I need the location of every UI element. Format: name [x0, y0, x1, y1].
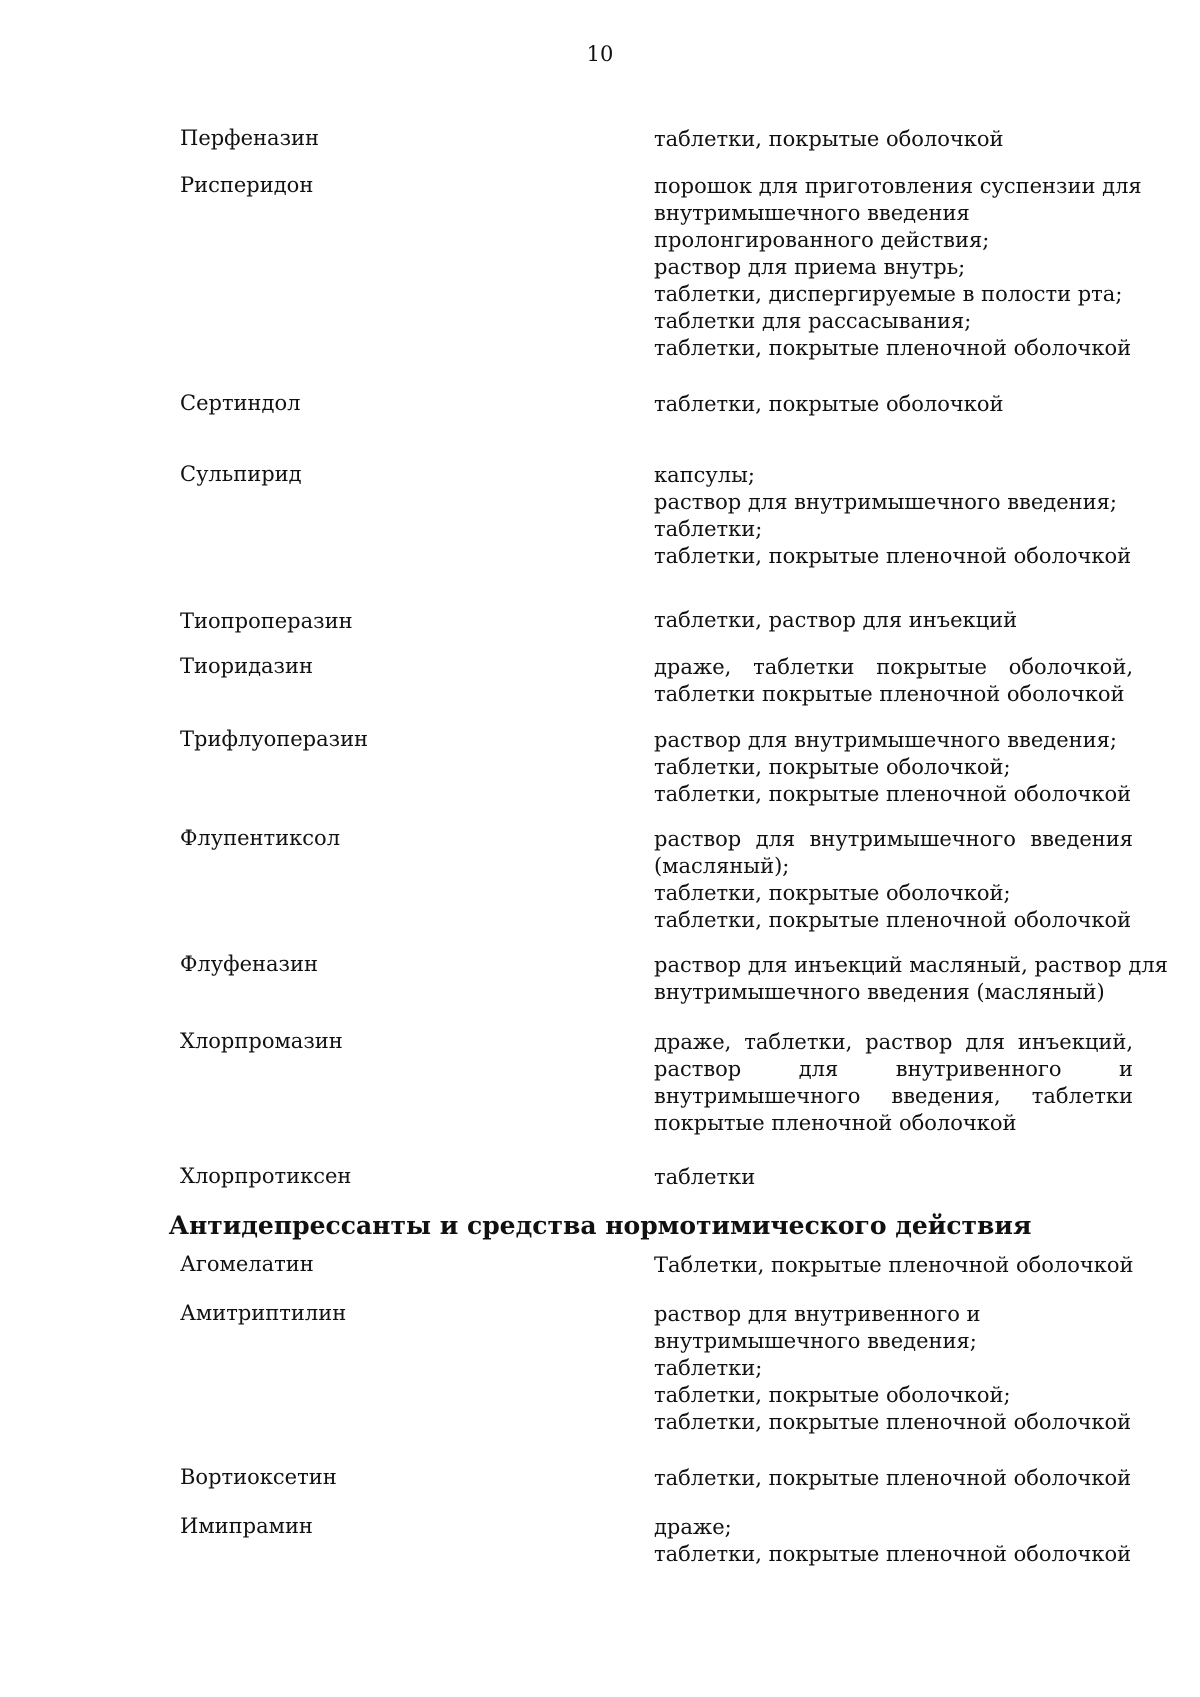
dosage-form-line: внутримышечного введения	[654, 201, 970, 225]
drug-name: Рисперидон	[180, 173, 314, 197]
drug-name: Трифлуоперазин	[180, 727, 369, 751]
dosage-form-line: покрытые пленочной оболочкой	[654, 1111, 1017, 1135]
dosage-forms	[654, 173, 1142, 362]
dosage-form-line: раствор для внутримышечного введения;	[654, 490, 1117, 514]
dosage-forms	[654, 1029, 1133, 1137]
dosage-form-line: таблетки;	[654, 1356, 763, 1380]
drug-name: Сульпирид	[180, 462, 302, 486]
page-number: 10	[586, 42, 614, 66]
dosage-forms	[654, 727, 1133, 808]
dosage-form-line: таблетки покрытые пленочной оболочкой	[654, 682, 1125, 706]
drug-name: Флупентиксол	[180, 826, 341, 850]
dosage-forms	[654, 1465, 1133, 1492]
drug-name: Тиоридазин	[180, 654, 313, 678]
section-heading: Антидепрессанты и средства нормотимического действия	[168, 1211, 1032, 1240]
dosage-forms	[654, 126, 1133, 153]
dosage-form-line: драже, таблетки покрытые оболочкой,	[654, 655, 1133, 679]
dosage-forms	[654, 654, 1133, 708]
dosage-form-line: внутримышечного введения, таблетки	[654, 1084, 1133, 1108]
dosage-form-line: раствор для внутримышечного введения;	[654, 728, 1117, 752]
dosage-form-line: таблетки, покрытые пленочной оболочкой	[654, 336, 1132, 360]
dosage-forms	[654, 826, 1133, 934]
dosage-form-line: таблетки, диспергируемые в полости рта;	[654, 282, 1123, 306]
drug-name: Амитриптилин	[180, 1301, 347, 1325]
dosage-form-line: таблетки, покрытые оболочкой	[654, 127, 1004, 151]
dosage-forms	[654, 462, 1133, 570]
dosage-form-line: драже, таблетки, раствор для инъекций,	[654, 1030, 1133, 1054]
dosage-form-line: таблетки, покрытые пленочной оболочкой	[654, 782, 1132, 806]
dosage-form-line: раствор для внутривенного и	[654, 1302, 981, 1326]
dosage-form-line: таблетки, покрытые оболочкой	[654, 392, 1004, 416]
drug-name: Тиопроперазин	[180, 609, 353, 633]
dosage-form-line: внутримышечного введения;	[654, 1329, 977, 1353]
dosage-form-line: капсулы;	[654, 463, 755, 487]
dosage-forms	[654, 1514, 1133, 1568]
dosage-form-line: внутримышечного введения (масляный)	[654, 980, 1105, 1004]
dosage-form-line: раствор для внутримышечного введения	[654, 827, 1133, 851]
dosage-form-line: Таблетки, покрытые пленочной оболочкой	[654, 1253, 1134, 1277]
dosage-form-line: таблетки, покрытые пленочной оболочкой	[654, 908, 1132, 932]
dosage-form-line: таблетки, покрытые пленочной оболочкой	[654, 544, 1132, 568]
dosage-form-line: таблетки	[654, 1165, 756, 1189]
dosage-form-line: раствор для приема внутрь;	[654, 255, 966, 279]
dosage-form-line: порошок для приготовления суспензии для	[654, 174, 1142, 198]
dosage-form-line: таблетки, покрытые оболочкой;	[654, 881, 1011, 905]
drug-name: Хлорпротиксен	[180, 1164, 352, 1188]
dosage-form-line: таблетки, покрытые пленочной оболочкой	[654, 1542, 1132, 1566]
dosage-form-line: драже;	[654, 1515, 732, 1539]
dosage-form-line: таблетки для рассасывания;	[654, 309, 972, 333]
dosage-form-line: раствор для инъекций масляный, раствор для	[654, 953, 1168, 977]
dosage-form-line: таблетки, раствор для инъекций	[654, 608, 1018, 632]
dosage-forms	[654, 607, 1133, 634]
dosage-form-line: таблетки;	[654, 517, 763, 541]
dosage-forms	[654, 1252, 1133, 1279]
drug-name: Сертиндол	[180, 391, 301, 415]
dosage-form-line: таблетки, покрытые пленочной оболочкой	[654, 1410, 1132, 1434]
drug-name: Вортиоксетин	[180, 1465, 337, 1489]
dosage-form-line: таблетки, покрытые оболочкой;	[654, 1383, 1011, 1407]
drug-name: Перфеназин	[180, 126, 320, 150]
dosage-form-line: пролонгированного действия;	[654, 228, 990, 252]
dosage-forms	[654, 952, 1168, 1006]
drug-name: Агомелатин	[180, 1252, 314, 1276]
dosage-form-line: (масляный);	[654, 854, 790, 878]
dosage-form-line: таблетки, покрытые оболочкой;	[654, 755, 1011, 779]
dosage-form-line: таблетки, покрытые пленочной оболочкой	[654, 1466, 1132, 1490]
dosage-form-line: раствор для внутривенного и	[654, 1057, 1133, 1081]
dosage-forms	[654, 1301, 1133, 1436]
drug-name: Имипрамин	[180, 1514, 313, 1538]
dosage-forms	[654, 1164, 1133, 1191]
drug-name: Хлорпромазин	[180, 1029, 343, 1053]
dosage-forms	[654, 391, 1133, 418]
drug-name: Флуфеназин	[180, 952, 318, 976]
